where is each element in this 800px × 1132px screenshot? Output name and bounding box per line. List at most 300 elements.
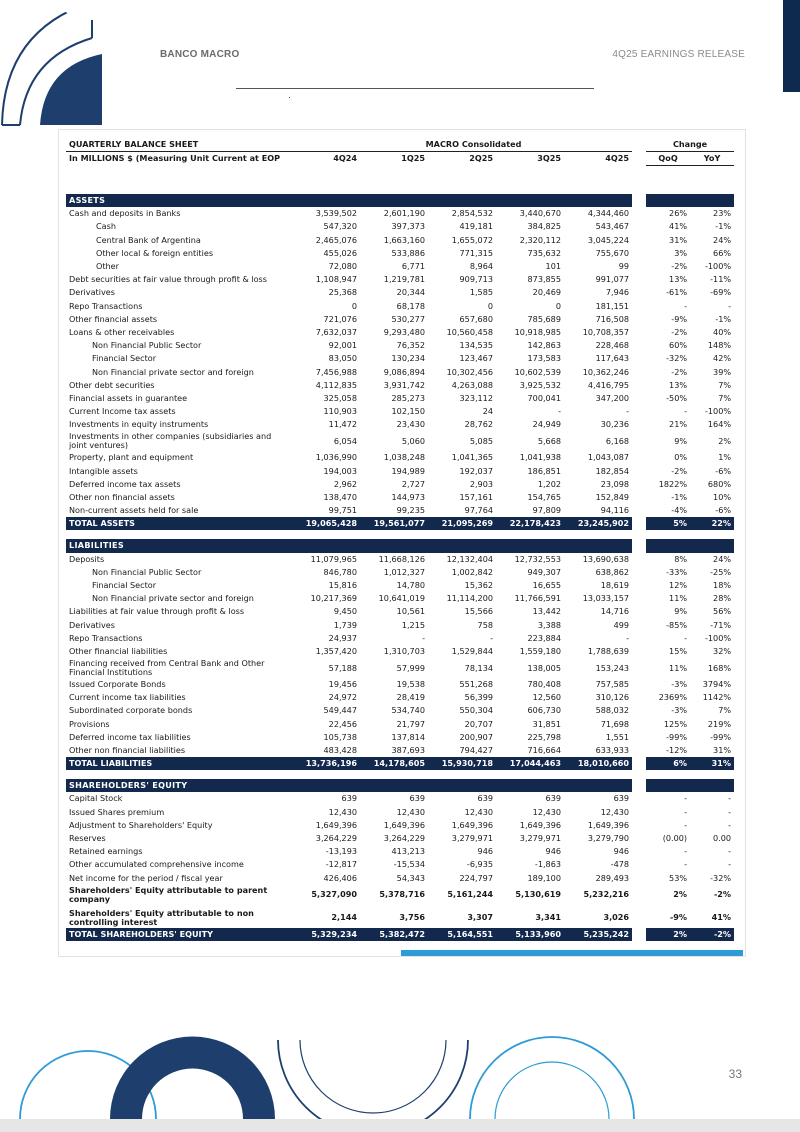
row-value: 735,632 <box>527 247 561 258</box>
row-value: 105,738 <box>323 731 357 742</box>
row-value: 57,999 <box>396 662 425 673</box>
table-header-row-2 <box>66 152 734 166</box>
row-value: 1,043,087 <box>587 452 630 463</box>
row-value: 1,108,947 <box>315 274 357 285</box>
row-value: 15,566 <box>464 606 493 617</box>
row-value: 5,232,216 <box>583 889 630 900</box>
row-value: 794,427 <box>459 745 493 756</box>
row-value: 12,732,553 <box>514 553 561 564</box>
row-label: TOTAL SHAREHOLDERS' EQUITY <box>66 928 288 941</box>
row-value: 19,065,428 <box>288 517 360 530</box>
group-label: MACRO Consolidated <box>288 137 632 152</box>
row-value: 1,219,781 <box>383 274 425 285</box>
row-value: 657,680 <box>459 313 493 324</box>
row-change-yoy: 18% <box>713 579 732 590</box>
row-gap <box>632 645 646 658</box>
table-row <box>66 478 734 491</box>
row-change-qoq: 13% <box>669 274 688 285</box>
row-change-yoy: -99% <box>710 731 732 742</box>
row-value: 1,649,396 <box>519 819 561 830</box>
row-value: 24,937 <box>328 632 357 643</box>
row-gap <box>632 908 646 928</box>
row-gap <box>632 491 646 504</box>
row-change-qoq: -2% <box>671 261 688 272</box>
row-value: 68,178 <box>396 300 425 311</box>
row-value: 4,263,088 <box>451 379 493 390</box>
spacer-cell <box>66 530 734 539</box>
row-gap <box>632 220 646 233</box>
table-row <box>66 704 734 717</box>
row-value: 534,740 <box>391 705 425 716</box>
row-label: Non Financial private sector and foreign <box>92 593 254 604</box>
row-change-qoq: 9% <box>674 606 688 617</box>
row-value: 24,949 <box>532 419 561 430</box>
table-row <box>66 718 734 731</box>
row-change-yoy: -2% <box>713 889 732 900</box>
row-value: 588,032 <box>595 705 630 716</box>
row-value: 5,329,234 <box>288 928 360 941</box>
col-header: 1Q25 <box>401 153 425 164</box>
row-value: 1,649,396 <box>451 819 493 830</box>
row-change-qoq: 11% <box>669 593 688 604</box>
row-value: 14,780 <box>396 579 425 590</box>
row-value: 19,538 <box>396 679 425 690</box>
row-value: 123,467 <box>459 353 493 364</box>
row-value: 6,054 <box>333 435 357 446</box>
row-value: 289,493 <box>595 872 630 883</box>
row-value: 97,809 <box>532 505 561 516</box>
row-value: 551,268 <box>459 679 493 690</box>
row-value: 16,655 <box>532 579 561 590</box>
row-value: 186,851 <box>527 465 561 476</box>
row-change-qoq: 21% <box>669 419 688 430</box>
row-change-yoy: 164% <box>707 419 732 430</box>
row-value: -6,935 <box>466 859 493 870</box>
row-gap <box>632 431 646 451</box>
row-value: 5,164,551 <box>428 928 496 941</box>
table-row <box>66 744 734 757</box>
row-label: Property, plant and equipment <box>69 452 194 463</box>
table-row <box>66 632 734 645</box>
row-value: 76,352 <box>396 340 425 351</box>
row-value: 6,771 <box>401 261 425 272</box>
row-gap <box>632 478 646 491</box>
section-header <box>66 539 734 552</box>
table-row <box>66 451 734 464</box>
table-row <box>66 273 734 286</box>
row-value: 138,005 <box>527 662 561 673</box>
row-change-qoq: (0.00) <box>662 832 688 843</box>
row-value: 991,077 <box>595 274 630 285</box>
row-change-qoq: -12% <box>666 745 688 756</box>
row-value: 0 <box>351 300 357 311</box>
row-value: 12,430 <box>532 806 561 817</box>
table-row <box>66 504 734 517</box>
header-divider <box>236 88 594 89</box>
row-gap <box>632 704 646 717</box>
row-value: 23,430 <box>396 419 425 430</box>
table-row <box>66 339 734 352</box>
row-value: 384,825 <box>527 221 561 232</box>
row-value: 20,344 <box>396 287 425 298</box>
row-label: Other financial assets <box>69 313 158 324</box>
row-value: 17,044,463 <box>496 757 564 770</box>
row-value: 1,041,938 <box>519 452 561 463</box>
row-label: TOTAL LIABILITIES <box>66 757 288 770</box>
row-gap <box>632 605 646 618</box>
row-value: 4,344,460 <box>587 208 630 219</box>
table-row <box>66 352 734 365</box>
col-header: 4Q24 <box>333 153 357 164</box>
row-value: 18,619 <box>600 579 630 590</box>
table-row <box>66 418 734 431</box>
row-gap <box>632 207 646 220</box>
row-value: 325,058 <box>323 392 357 403</box>
row-value: 310,126 <box>595 692 630 703</box>
row-value: 138,470 <box>323 492 357 503</box>
row-gap <box>632 553 646 566</box>
row-value: 11,079,965 <box>310 553 357 564</box>
row-change-qoq: 2% <box>673 889 688 900</box>
row-value: 1,559,180 <box>519 645 561 656</box>
page-number: 33 <box>728 1067 742 1081</box>
row-value: 23,245,902 <box>564 517 632 530</box>
row-value: 4,112,835 <box>315 379 357 390</box>
row-value: 3,925,532 <box>519 379 561 390</box>
row-change-yoy: -69% <box>710 287 732 298</box>
table-row <box>66 260 734 273</box>
row-value: 99,235 <box>396 505 425 516</box>
table-row <box>66 871 734 884</box>
equity-parent-row <box>66 885 734 905</box>
row-value: 639 <box>341 793 357 804</box>
row-change-yoy: 39% <box>713 366 732 377</box>
row-value: 30,236 <box>600 419 630 430</box>
table-row <box>66 431 734 451</box>
table-row <box>66 326 734 339</box>
row-value: 946 <box>477 846 493 857</box>
row-value: 10,641,019 <box>378 593 425 604</box>
row-value: 285,273 <box>391 392 425 403</box>
table-row <box>66 365 734 378</box>
row-change-yoy: 10% <box>713 492 732 503</box>
row-value: 549,447 <box>323 705 357 716</box>
row-value: -1,863 <box>534 859 561 870</box>
row-change-qoq: - <box>684 632 688 643</box>
row-value: 1,215 <box>401 619 425 630</box>
row-value: 10,561 <box>396 606 425 617</box>
row-value: 228,468 <box>595 340 630 351</box>
release-title: 4Q25 EARNINGS RELEASE <box>612 49 745 60</box>
row-gap <box>632 819 646 832</box>
row-value: 72,080 <box>328 261 357 272</box>
row-change-qoq: -1% <box>671 492 688 503</box>
row-gap <box>632 744 646 757</box>
row-label: Issued Corporate Bonds <box>69 679 166 690</box>
row-change-qoq: 41% <box>669 221 688 232</box>
row-value: 13,690,638 <box>582 553 630 564</box>
row-label: Repo Transactions <box>69 300 143 311</box>
row-gap <box>632 379 646 392</box>
row-value: 721,076 <box>323 313 357 324</box>
row-value: 1,649,396 <box>315 819 357 830</box>
row-value: 182,854 <box>595 465 630 476</box>
row-value: 1,036,990 <box>315 452 357 463</box>
row-change-yoy: -2% <box>690 928 734 941</box>
row-change-yoy: 24% <box>713 553 732 564</box>
row-value: -12,817 <box>325 859 357 870</box>
row-change-qoq: - <box>684 406 688 417</box>
row-change-yoy: - <box>728 859 732 870</box>
row-value: 2,903 <box>469 478 493 489</box>
row-change-qoq: -2% <box>671 465 688 476</box>
table-row <box>66 491 734 504</box>
row-value: 12,430 <box>396 806 425 817</box>
spacer-cell <box>66 166 734 195</box>
row-label: Financial Sector <box>92 579 157 590</box>
table-row <box>66 819 734 832</box>
row-value: 6,168 <box>605 435 630 446</box>
row-value: 8,964 <box>469 261 493 272</box>
row-change-yoy: -1% <box>715 313 732 324</box>
row-value: 638,862 <box>595 566 630 577</box>
col-header: 4Q25 <box>605 153 630 164</box>
row-value: 1,310,703 <box>383 645 425 656</box>
row-value: 413,213 <box>391 846 425 857</box>
table-row <box>66 379 734 392</box>
row-change-yoy: 219% <box>707 718 732 729</box>
row-value: 1,529,844 <box>451 645 493 656</box>
row-value: 946 <box>613 846 630 857</box>
section-gap <box>632 779 646 792</box>
row-change-yoy: 31% <box>713 745 732 756</box>
row-label: Shareholders' Equity attributable to parent company <box>69 884 268 904</box>
row-value: 700,041 <box>527 392 561 403</box>
row-change-qoq: - <box>684 793 688 804</box>
row-value: 200,907 <box>459 731 493 742</box>
total-assets-row <box>66 517 734 530</box>
row-value: 14,178,605 <box>360 757 428 770</box>
header-accent-bar <box>783 0 800 92</box>
row-label: Non Financial private sector and foreign <box>92 366 254 377</box>
row-change-yoy: 0.00 <box>713 832 732 843</box>
row-value: 20,707 <box>464 718 493 729</box>
row-label: Other local & foreign entities <box>96 247 214 258</box>
row-label: Financing received from Central Bank and Other Financial Institutions <box>69 658 265 677</box>
row-label: Deferred income tax assets <box>69 478 181 489</box>
row-value: 10,560,458 <box>446 326 493 337</box>
spacer-cell <box>66 770 734 779</box>
row-value: 419,181 <box>459 221 493 232</box>
table-row <box>66 678 734 691</box>
row-value: 223,884 <box>527 632 561 643</box>
row-change-yoy: 23% <box>713 208 732 219</box>
row-change-yoy: 66% <box>713 247 732 258</box>
row-gap <box>632 260 646 273</box>
row-value: - <box>626 406 630 417</box>
row-label: Other non financial assets <box>69 492 175 503</box>
table-header-row-1 <box>66 137 734 152</box>
row-value: 11,114,200 <box>446 593 493 604</box>
row-value: 483,428 <box>323 745 357 756</box>
row-value: 2,320,112 <box>519 234 561 245</box>
row-value: 3,307 <box>467 912 493 923</box>
row-value: 2,854,532 <box>451 208 493 219</box>
row-gap <box>632 465 646 478</box>
row-value: 97,764 <box>464 505 493 516</box>
row-value: 3,264,229 <box>315 832 357 843</box>
row-change-qoq: -3% <box>671 705 688 716</box>
row-gap <box>632 832 646 845</box>
row-value: 946 <box>545 846 561 857</box>
section-gap <box>632 194 646 207</box>
row-gap <box>632 579 646 592</box>
row-change-qoq: 125% <box>663 718 688 729</box>
row-change-qoq: 11% <box>669 662 688 673</box>
row-value: 134,535 <box>459 340 493 351</box>
row-change-qoq: -9% <box>671 313 688 324</box>
row-value: 1,002,842 <box>451 566 493 577</box>
row-value: 102,150 <box>391 406 425 417</box>
row-value: 3,539,502 <box>315 208 357 219</box>
row-value: -13,193 <box>325 846 357 857</box>
row-value: 78,134 <box>464 662 493 673</box>
row-gap <box>632 792 646 805</box>
row-change-yoy: 3794% <box>702 679 732 690</box>
row-value: 15,930,718 <box>428 757 496 770</box>
row-value: 716,664 <box>527 745 561 756</box>
row-label: TOTAL ASSETS <box>66 517 288 530</box>
row-value: 25,368 <box>328 287 357 298</box>
row-label: Reserves <box>69 832 106 843</box>
row-value: 21,797 <box>396 718 425 729</box>
row-value: - <box>626 632 630 643</box>
row-value: 110,903 <box>323 406 357 417</box>
row-gap <box>632 517 646 530</box>
row-value: 1,663,160 <box>383 234 425 245</box>
section-title: LIABILITIES <box>66 539 632 552</box>
row-change-yoy: 28% <box>713 593 732 604</box>
row-value: 13,442 <box>532 606 561 617</box>
row-change-qoq: -32% <box>666 353 688 364</box>
row-label: Central Bank of Argentina <box>96 234 201 245</box>
row-value: 83,050 <box>328 353 357 364</box>
row-change-qoq: 2% <box>646 928 690 941</box>
row-change-qoq: -61% <box>666 287 688 298</box>
row-change-qoq: - <box>684 819 688 830</box>
row-gap <box>632 405 646 418</box>
row-gap <box>632 451 646 464</box>
row-value: - <box>422 632 425 643</box>
row-gap <box>632 504 646 517</box>
change-label: Change <box>646 137 734 152</box>
row-value: 31,851 <box>532 718 561 729</box>
row-value: 1,357,420 <box>315 645 357 656</box>
header-dot <box>289 97 290 98</box>
row-value: 12,430 <box>328 806 357 817</box>
row-value: 153,243 <box>595 662 630 673</box>
section-title: SHAREHOLDERS' EQUITY <box>66 779 632 792</box>
row-value: 15,816 <box>328 579 357 590</box>
row-value: 10,217,369 <box>310 593 357 604</box>
section-gap <box>632 539 646 552</box>
row-label: Non Financial Public Sector <box>92 566 202 577</box>
row-value: -15,534 <box>393 859 425 870</box>
table-row <box>66 553 734 566</box>
row-label: Investments in equity instruments <box>69 419 209 430</box>
row-value: 949,307 <box>527 566 561 577</box>
row-label: Financial Sector <box>92 353 157 364</box>
row-gap <box>632 247 646 260</box>
table-row <box>66 658 734 678</box>
row-change-yoy: 40% <box>713 326 732 337</box>
row-change-qoq: 2369% <box>658 692 688 703</box>
row-gap <box>632 273 646 286</box>
row-gap <box>632 858 646 871</box>
row-value: 12,430 <box>600 806 630 817</box>
row-gap <box>632 658 646 678</box>
row-value: 11,668,126 <box>378 553 425 564</box>
row-value: 12,560 <box>532 692 561 703</box>
row-change-yoy: -71% <box>710 619 732 630</box>
row-label: Liabilities at fair value through profit & loss <box>69 606 245 617</box>
row-value: - <box>558 406 561 417</box>
row-value: 7,632,037 <box>315 326 357 337</box>
row-value: 0 <box>555 300 561 311</box>
row-value: 5,378,716 <box>379 889 425 900</box>
row-value: 12,430 <box>464 806 493 817</box>
row-change-yoy: -11% <box>710 274 732 285</box>
row-value: 10,708,357 <box>582 326 630 337</box>
row-change-qoq: 53% <box>669 872 688 883</box>
section-change-fill <box>646 539 734 552</box>
row-value: 633,933 <box>595 745 630 756</box>
row-value: 758 <box>477 619 493 630</box>
row-value: 10,362,246 <box>582 366 630 377</box>
row-value: 14,716 <box>600 606 630 617</box>
row-value: 1,041,365 <box>451 452 493 463</box>
row-change-yoy: - <box>728 846 732 857</box>
row-value: 1,551 <box>605 731 630 742</box>
row-value: 5,327,090 <box>311 889 357 900</box>
row-value: 5,130,619 <box>515 889 561 900</box>
row-value: 547,320 <box>323 221 357 232</box>
row-value: 606,730 <box>527 705 561 716</box>
row-value: 530,277 <box>391 313 425 324</box>
row-value: 144,973 <box>391 492 425 503</box>
row-label: Provisions <box>69 718 110 729</box>
row-value: 9,293,480 <box>383 326 425 337</box>
row-change-qoq: -3% <box>671 679 688 690</box>
row-change-yoy: 24% <box>713 234 732 245</box>
row-change-yoy: 7% <box>718 705 732 716</box>
row-label: Deferred income tax liabilities <box>69 731 191 742</box>
row-change-yoy: 22% <box>690 517 734 530</box>
row-value: 71,698 <box>600 718 630 729</box>
row-value: 5,133,960 <box>496 928 564 941</box>
row-label: Loans & other receivables <box>69 326 175 337</box>
row-value: 1,788,639 <box>587 645 630 656</box>
row-change-qoq: 0% <box>674 452 688 463</box>
row-change-qoq: - <box>684 846 688 857</box>
row-gap <box>632 691 646 704</box>
row-change-qoq: 8% <box>674 553 688 564</box>
row-value: 5,235,242 <box>564 928 632 941</box>
row-change-qoq: -2% <box>671 366 688 377</box>
row-value: 3,440,670 <box>519 208 561 219</box>
equity-noncontrolling-row <box>66 908 734 928</box>
row-gap <box>632 871 646 884</box>
